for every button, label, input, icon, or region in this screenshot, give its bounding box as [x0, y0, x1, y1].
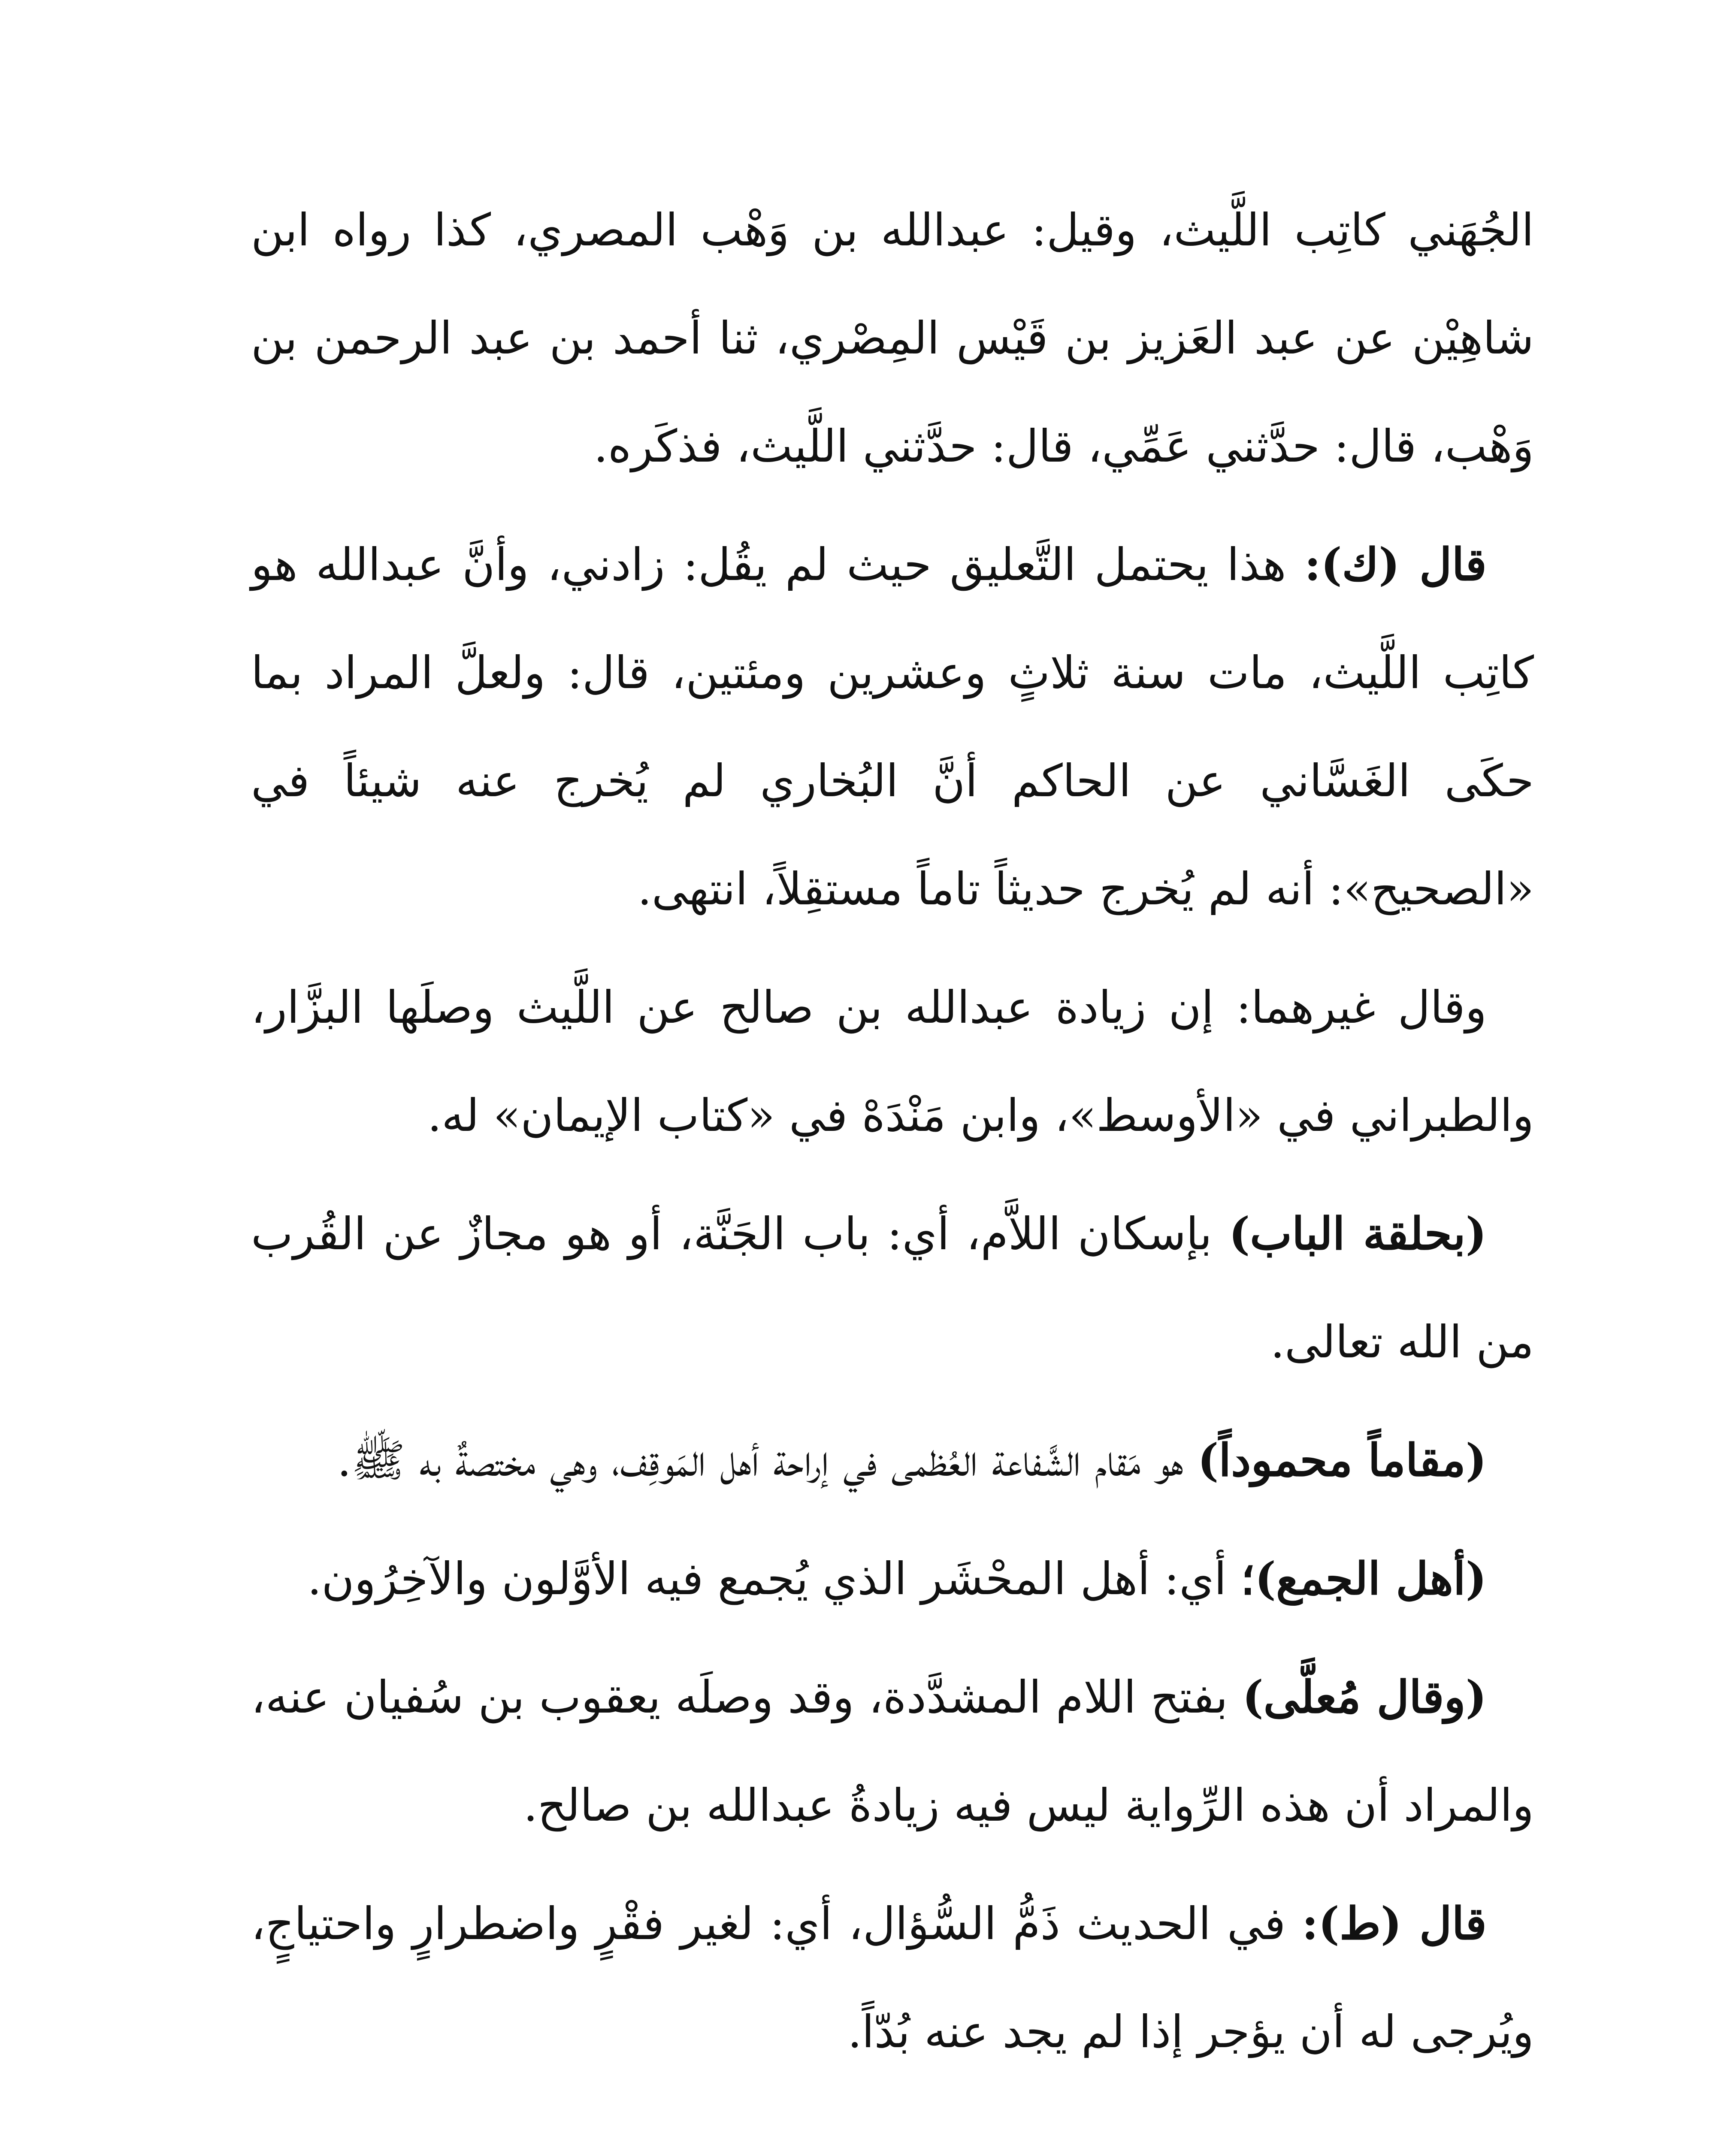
paragraph-2-body: هذا يحتمل التَّعليق حيث لم يقُل: زادني، وأنَّ عبدالله هو كاتِب اللَّيث، مات سنة ثلاثٍ وعشرين ومئتين، قال: ولعلَّ المراد بما حكَى الغَسَّاني عن الحاكم أنَّ البُخاري لم يُخرج عنه شيئاً في «الصحيح»: أنه لم يُخرج حديثاً تاماً مستقِلاً، انتهى. — [251, 538, 1534, 915]
paragraph-4-lead: (بحلقة الباب) — [1228, 1207, 1487, 1260]
paragraph-8-lead: قال (ط): — [1302, 1897, 1487, 1950]
paragraph-6 — [251, 1525, 1534, 1633]
paragraph-1 — [251, 176, 1534, 500]
body-text — [251, 176, 1534, 2096]
paragraph-7-lead: (وقال مُعلَّى) — [1242, 1671, 1487, 1723]
paragraph-2 — [251, 511, 1534, 943]
paragraph-8-body: في الحديث ذَمُّ السُّؤال، أي: لغير فقْرٍ واضطرارٍ واحتياجٍ، ويُرجى له أن يؤجر إذا لم يجد عنه بُدّاً. — [251, 1897, 1534, 2058]
paragraph-7-body: بفتح اللام المشدَّدة، وقد وصلَه يعقوب بن سُفيان عنه، والمراد أن هذه الرِّواية ليس فيه زيادةُ عبدالله بن صالح. — [251, 1671, 1534, 1831]
paragraph-6-lead: (أهل الجمع)؛ — [1240, 1552, 1487, 1605]
paragraph-3 — [251, 953, 1534, 1169]
paragraph-3-body: وقال غيرهما: إن زيادة عبدالله بن صالح عن اللَّيث وصلَها البزَّار، والطبراني في «الأوسط»، وابن مَنْدَهْ في «كتاب الإيمان» له. — [251, 981, 1534, 1142]
paragraph-1-body: الجُهَني كاتِب اللَّيث، وقيل: عبدالله بن وَهْب المصري، كذا رواه ابن شاهِيْن عن عبد العَزيز بن قَيْس المِصْري، ثنا أحمد بن عبد الرحمن بن وَهْب، قال: حدَّثني عَمِّي، قال: حدَّثني اللَّيث، فذكَره. — [251, 204, 1534, 472]
paragraph-5-lead: (مقاماً محموداً) — [1198, 1434, 1487, 1486]
paragraph-8 — [251, 1870, 1534, 2086]
paragraph-4-body: بإسكان اللاَّم، أي: باب الجَنَّة، أو هو مجازٌ عن القُرب من الله تعالى. — [251, 1208, 1534, 1368]
paragraph-5-body: هو مَقام الشَّفاعة العُظمى في إراحة أهل المَوقِف، وهي مختصةٌ به ﷺ. — [337, 1434, 1198, 1486]
paragraph-4 — [251, 1180, 1534, 1396]
paragraph-7 — [251, 1643, 1534, 1859]
paragraph-5 — [251, 1406, 1534, 1514]
paragraph-2-lead: قال (ك): — [1304, 538, 1487, 591]
paragraph-6-body: أي: أهل المحْشَر الذي يُجمع فيه الأوَّلون والآخِرُون. — [307, 1553, 1241, 1605]
